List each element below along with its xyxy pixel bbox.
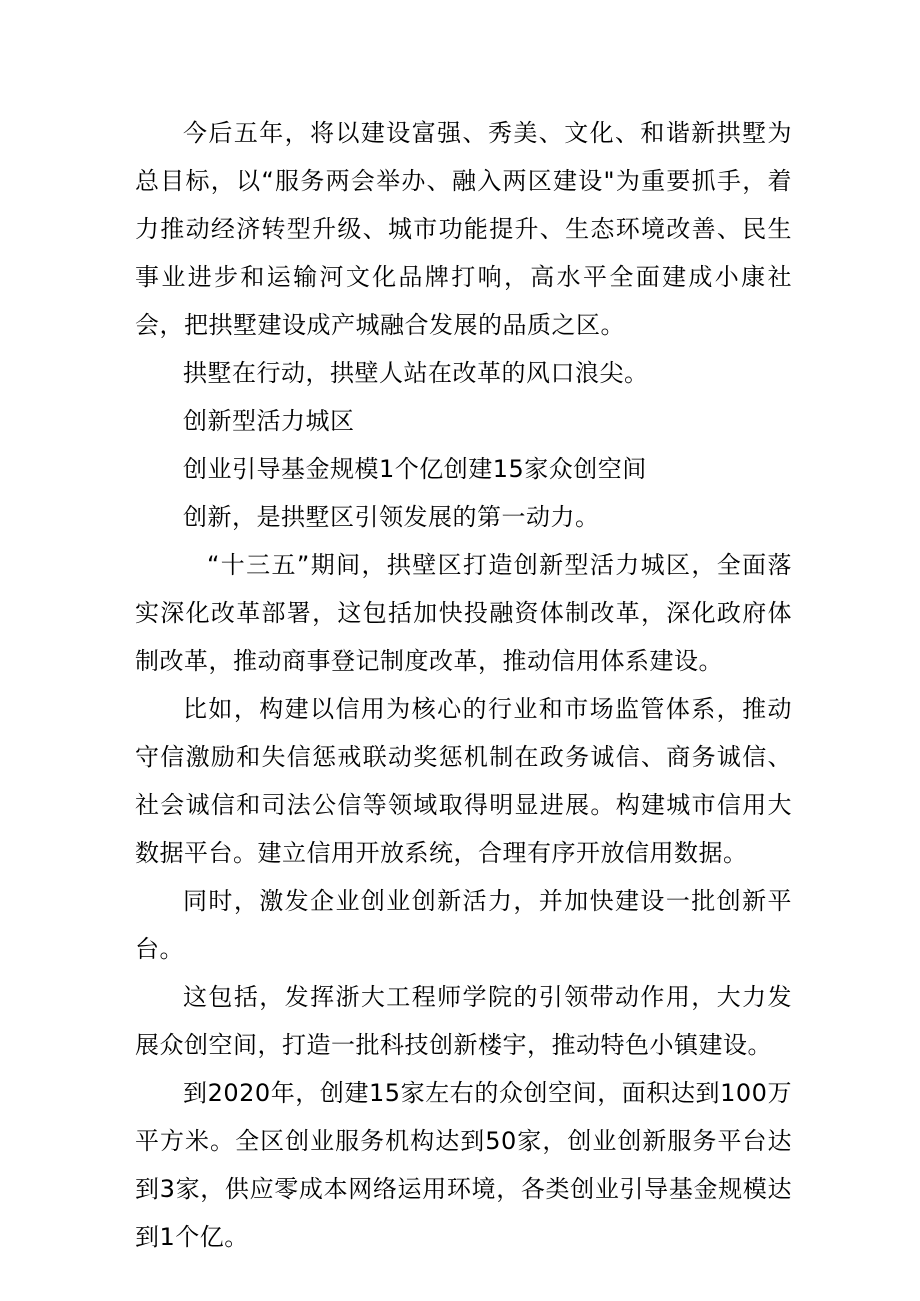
paragraph-2020-targets: 到2020年，创建15家左右的众创空间，面积达到100万平方米。全区创业服务机构达到50家，创业创新服务平台达到3家，供应零成本网络运用环境，各类创业引导基金规模达到1个亿。 xyxy=(135,1079,792,1251)
paragraph-enterprise-vitality: 同时，激发企业创业创新活力，并加快建设一批创新平台。 xyxy=(135,887,792,963)
paragraph-thirteenth-five-year: “十三五”期间，拱壁区打造创新型活力城区，全面落实深化改革部署，这包括加快投融资体制改革，深化政府体制改革，推动商事登记制度改革，推动信用体系建设。 xyxy=(135,551,792,675)
paragraph-action: 拱墅在行动，拱壁人站在改革的风口浪尖。 xyxy=(183,359,649,387)
paragraph-credit-system: 比如，构建以信用为核心的行业和市场监管体系，推动守信激励和失信惩戒联动奖惩机制在政务诚信、商务诚信、社会诚信和司法公信等领域取得明显进展。构建城市信用大数据平台。建立信用开放系统，合理有序开放信用数据。 xyxy=(135,695,792,867)
section-heading-innovative-city: 创新型活力城区 xyxy=(183,407,355,435)
paragraph-goals: 今后五年，将以建设富强、秀美、文化、和谐新拱墅为总目标，以“服务两会举办、融入两区建设"为重要抓手，着力推动经济转型升级、城市功能提升、生态环境改善、民生事业进步和运输河文化品牌打响，高水平全面建成小康社会，把拱墅建设成产城融合发展的品质之区。 xyxy=(135,119,792,339)
paragraph-innovation-driver: 创新，是拱墅区引领发展的第一动力。 xyxy=(183,503,600,531)
paragraph-platforms: 这包括，发挥浙大工程师学院的引领带动作用，大力发展众创空间，打造一批科技创新楼宇，推动特色小镇建设。 xyxy=(135,983,792,1059)
section-subheading-fund: 创业引导基金规模1个亿创建15家众创空间 xyxy=(183,455,647,483)
